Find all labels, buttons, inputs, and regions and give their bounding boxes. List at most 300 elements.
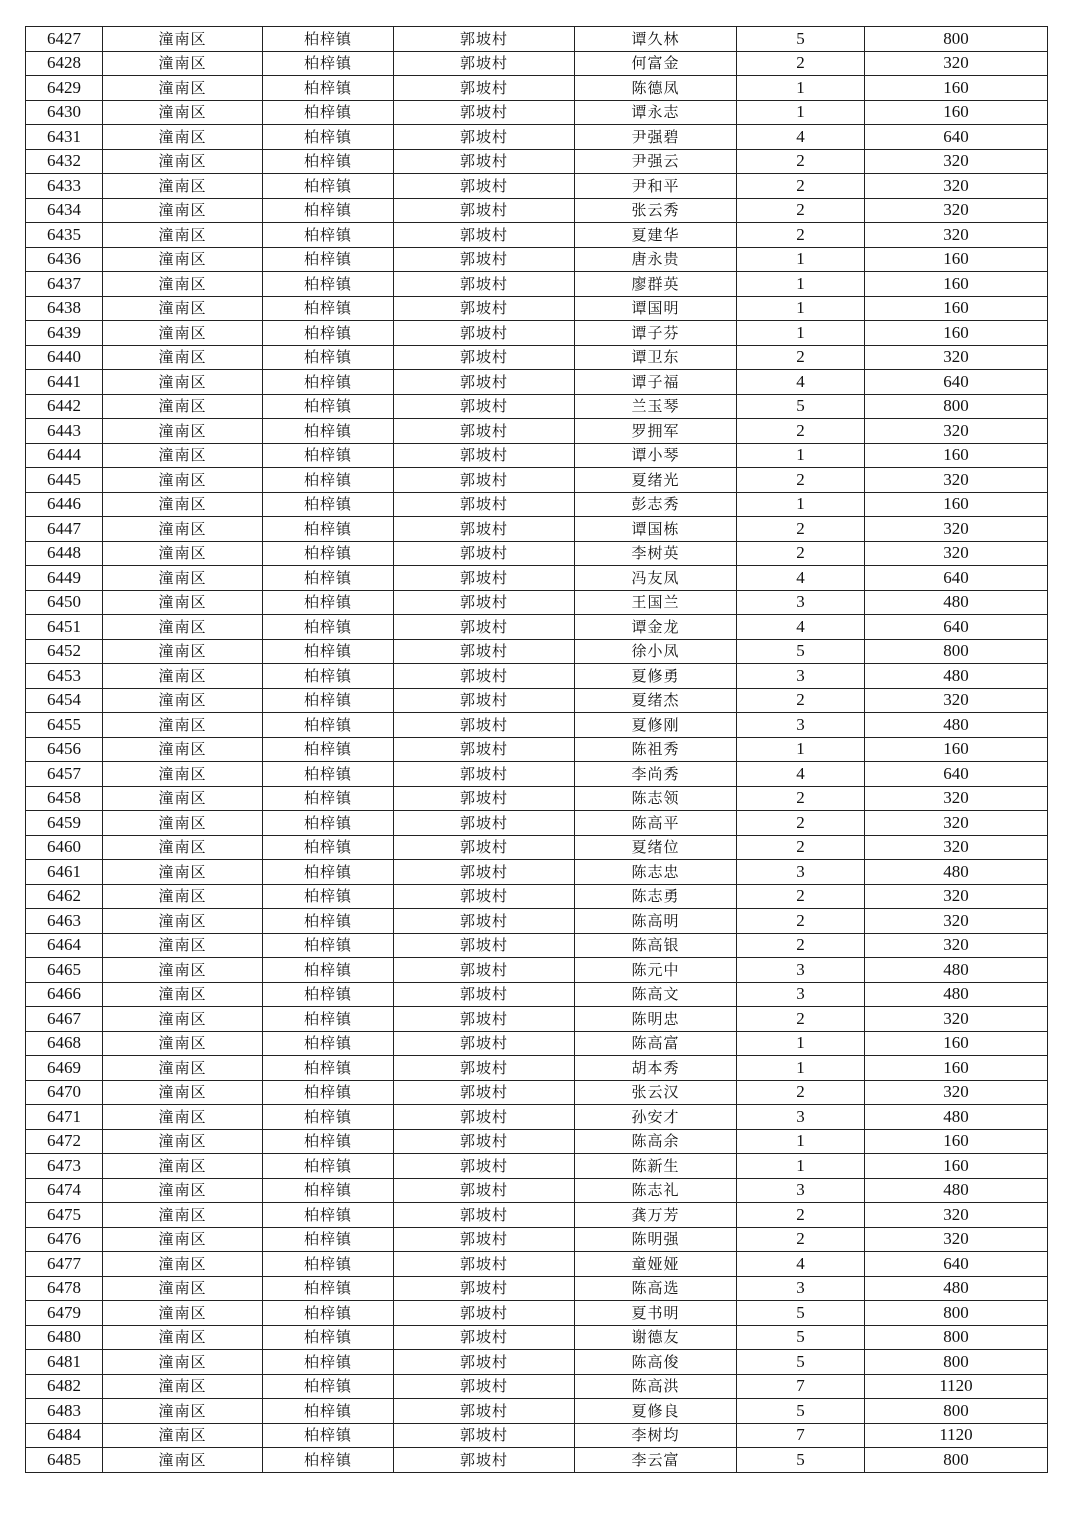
district-cell: 潼南区 (103, 1129, 263, 1154)
town-cell: 柏梓镇 (263, 247, 394, 272)
row-id-cell: 6484 (26, 1423, 103, 1448)
amount-cell: 800 (865, 394, 1048, 419)
town-cell: 柏梓镇 (263, 370, 394, 395)
district-cell: 潼南区 (103, 786, 263, 811)
village-cell: 郭坡村 (394, 1056, 575, 1081)
district-cell: 潼南区 (103, 933, 263, 958)
town-cell: 柏梓镇 (263, 1325, 394, 1350)
table-row (26, 664, 1048, 689)
town-cell: 柏梓镇 (263, 443, 394, 468)
name-cell: 陈高富 (575, 1031, 737, 1056)
table-row (26, 835, 1048, 860)
row-id-cell: 6471 (26, 1105, 103, 1130)
village-cell: 郭坡村 (394, 688, 575, 713)
district-cell: 潼南区 (103, 1252, 263, 1277)
town-cell: 柏梓镇 (263, 1350, 394, 1375)
amount-cell: 160 (865, 492, 1048, 517)
row-id-cell: 6478 (26, 1276, 103, 1301)
district-cell: 潼南区 (103, 909, 263, 934)
household-size-cell: 2 (737, 1007, 865, 1032)
village-cell: 郭坡村 (394, 1301, 575, 1326)
amount-cell: 320 (865, 884, 1048, 909)
table-row (26, 615, 1048, 640)
row-id-cell: 6477 (26, 1252, 103, 1277)
table-row (26, 272, 1048, 297)
name-cell: 夏书明 (575, 1301, 737, 1326)
name-cell: 李树均 (575, 1423, 737, 1448)
village-cell: 郭坡村 (394, 492, 575, 517)
table-row (26, 1178, 1048, 1203)
amount-cell: 800 (865, 1325, 1048, 1350)
table-row (26, 884, 1048, 909)
table-row (26, 860, 1048, 885)
amount-cell: 800 (865, 1301, 1048, 1326)
name-cell: 陈新生 (575, 1154, 737, 1179)
row-id-cell: 6446 (26, 492, 103, 517)
row-id-cell: 6427 (26, 27, 103, 52)
town-cell: 柏梓镇 (263, 541, 394, 566)
village-cell: 郭坡村 (394, 125, 575, 150)
amount-cell: 480 (865, 1276, 1048, 1301)
amount-cell: 640 (865, 762, 1048, 787)
village-cell: 郭坡村 (394, 713, 575, 738)
village-cell: 郭坡村 (394, 1031, 575, 1056)
table-row (26, 1423, 1048, 1448)
district-cell: 潼南区 (103, 247, 263, 272)
amount-cell: 1120 (865, 1423, 1048, 1448)
name-cell: 夏建华 (575, 223, 737, 248)
household-size-cell: 2 (737, 786, 865, 811)
name-cell: 冯友凤 (575, 566, 737, 591)
amount-cell: 320 (865, 811, 1048, 836)
amount-cell: 320 (865, 345, 1048, 370)
village-cell: 郭坡村 (394, 1252, 575, 1277)
amount-cell: 640 (865, 125, 1048, 150)
table-row (26, 1325, 1048, 1350)
household-size-cell: 2 (737, 223, 865, 248)
household-size-cell: 1 (737, 737, 865, 762)
amount-cell: 160 (865, 100, 1048, 125)
table-row (26, 517, 1048, 542)
household-size-cell: 2 (737, 51, 865, 76)
row-id-cell: 6431 (26, 125, 103, 150)
row-id-cell: 6436 (26, 247, 103, 272)
village-cell: 郭坡村 (394, 811, 575, 836)
town-cell: 柏梓镇 (263, 1374, 394, 1399)
row-id-cell: 6475 (26, 1203, 103, 1228)
town-cell: 柏梓镇 (263, 1056, 394, 1081)
town-cell: 柏梓镇 (263, 1080, 394, 1105)
household-size-cell: 1 (737, 443, 865, 468)
amount-cell: 480 (865, 1178, 1048, 1203)
table-row (26, 1350, 1048, 1375)
district-cell: 潼南区 (103, 639, 263, 664)
name-cell: 彭志秀 (575, 492, 737, 517)
village-cell: 郭坡村 (394, 884, 575, 909)
row-id-cell: 6449 (26, 566, 103, 591)
name-cell: 谭小琴 (575, 443, 737, 468)
village-cell: 郭坡村 (394, 296, 575, 321)
town-cell: 柏梓镇 (263, 762, 394, 787)
row-id-cell: 6485 (26, 1448, 103, 1473)
household-size-cell: 3 (737, 590, 865, 615)
name-cell: 兰玉琴 (575, 394, 737, 419)
row-id-cell: 6460 (26, 835, 103, 860)
village-cell: 郭坡村 (394, 1203, 575, 1228)
table-row (26, 1031, 1048, 1056)
table-row (26, 1227, 1048, 1252)
name-cell: 夏修勇 (575, 664, 737, 689)
village-cell: 郭坡村 (394, 786, 575, 811)
row-id-cell: 6447 (26, 517, 103, 542)
household-size-cell: 1 (737, 1129, 865, 1154)
name-cell: 何富金 (575, 51, 737, 76)
amount-cell: 320 (865, 517, 1048, 542)
district-cell: 潼南区 (103, 492, 263, 517)
town-cell: 柏梓镇 (263, 27, 394, 52)
name-cell: 谭子芬 (575, 321, 737, 346)
table-row (26, 296, 1048, 321)
amount-cell: 640 (865, 615, 1048, 640)
village-cell: 郭坡村 (394, 394, 575, 419)
household-size-cell: 3 (737, 982, 865, 1007)
town-cell: 柏梓镇 (263, 933, 394, 958)
row-id-cell: 6450 (26, 590, 103, 615)
amount-cell: 320 (865, 541, 1048, 566)
row-id-cell: 6435 (26, 223, 103, 248)
village-cell: 郭坡村 (394, 1399, 575, 1424)
district-cell: 潼南区 (103, 443, 263, 468)
district-cell: 潼南区 (103, 345, 263, 370)
table-row (26, 982, 1048, 1007)
town-cell: 柏梓镇 (263, 125, 394, 150)
household-size-cell: 1 (737, 1031, 865, 1056)
village-cell: 郭坡村 (394, 1448, 575, 1473)
village-cell: 郭坡村 (394, 566, 575, 591)
name-cell: 陈高银 (575, 933, 737, 958)
name-cell: 张云汉 (575, 1080, 737, 1105)
table-row (26, 1056, 1048, 1081)
amount-cell: 160 (865, 296, 1048, 321)
village-cell: 郭坡村 (394, 1423, 575, 1448)
amount-cell: 640 (865, 370, 1048, 395)
household-size-cell: 5 (737, 1301, 865, 1326)
row-id-cell: 6476 (26, 1227, 103, 1252)
village-cell: 郭坡村 (394, 1374, 575, 1399)
table-row (26, 933, 1048, 958)
household-size-cell: 2 (737, 419, 865, 444)
table-row (26, 1252, 1048, 1277)
district-cell: 潼南区 (103, 296, 263, 321)
amount-cell: 320 (865, 688, 1048, 713)
district-cell: 潼南区 (103, 198, 263, 223)
town-cell: 柏梓镇 (263, 100, 394, 125)
table-row (26, 247, 1048, 272)
household-size-cell: 3 (737, 1178, 865, 1203)
row-id-cell: 6481 (26, 1350, 103, 1375)
town-cell: 柏梓镇 (263, 688, 394, 713)
row-id-cell: 6445 (26, 468, 103, 493)
village-cell: 郭坡村 (394, 1350, 575, 1375)
household-size-cell: 2 (737, 541, 865, 566)
table-row (26, 345, 1048, 370)
table-row (26, 492, 1048, 517)
amount-cell: 640 (865, 1252, 1048, 1277)
amount-cell: 480 (865, 958, 1048, 983)
table-row (26, 1154, 1048, 1179)
household-size-cell: 7 (737, 1423, 865, 1448)
household-size-cell: 5 (737, 394, 865, 419)
district-cell: 潼南区 (103, 982, 263, 1007)
district-cell: 潼南区 (103, 125, 263, 150)
table-row (26, 541, 1048, 566)
district-cell: 潼南区 (103, 713, 263, 738)
row-id-cell: 6444 (26, 443, 103, 468)
household-size-cell: 2 (737, 688, 865, 713)
table-row (26, 51, 1048, 76)
data-table (25, 26, 1048, 1473)
village-cell: 郭坡村 (394, 370, 575, 395)
name-cell: 陈高俊 (575, 1350, 737, 1375)
amount-cell: 320 (865, 51, 1048, 76)
district-cell: 潼南区 (103, 1276, 263, 1301)
household-size-cell: 1 (737, 321, 865, 346)
town-cell: 柏梓镇 (263, 1399, 394, 1424)
amount-cell: 320 (865, 1080, 1048, 1105)
town-cell: 柏梓镇 (263, 615, 394, 640)
district-cell: 潼南区 (103, 1325, 263, 1350)
district-cell: 潼南区 (103, 615, 263, 640)
name-cell: 夏绪杰 (575, 688, 737, 713)
row-id-cell: 6442 (26, 394, 103, 419)
household-size-cell: 1 (737, 1056, 865, 1081)
amount-cell: 320 (865, 933, 1048, 958)
amount-cell: 320 (865, 149, 1048, 174)
name-cell: 尹和平 (575, 174, 737, 199)
household-size-cell: 5 (737, 1350, 865, 1375)
household-size-cell: 2 (737, 811, 865, 836)
table-row (26, 1105, 1048, 1130)
town-cell: 柏梓镇 (263, 321, 394, 346)
table-row (26, 321, 1048, 346)
village-cell: 郭坡村 (394, 1080, 575, 1105)
town-cell: 柏梓镇 (263, 1301, 394, 1326)
amount-cell: 320 (865, 835, 1048, 860)
village-cell: 郭坡村 (394, 1276, 575, 1301)
household-size-cell: 2 (737, 1080, 865, 1105)
row-id-cell: 6470 (26, 1080, 103, 1105)
household-size-cell: 2 (737, 1227, 865, 1252)
household-size-cell: 2 (737, 174, 865, 199)
town-cell: 柏梓镇 (263, 1227, 394, 1252)
name-cell: 谭国明 (575, 296, 737, 321)
name-cell: 童娅娅 (575, 1252, 737, 1277)
table-row (26, 1080, 1048, 1105)
village-cell: 郭坡村 (394, 835, 575, 860)
row-id-cell: 6458 (26, 786, 103, 811)
district-cell: 潼南区 (103, 860, 263, 885)
table-row (26, 468, 1048, 493)
row-id-cell: 6467 (26, 1007, 103, 1032)
household-size-cell: 1 (737, 492, 865, 517)
row-id-cell: 6483 (26, 1399, 103, 1424)
name-cell: 陈祖秀 (575, 737, 737, 762)
name-cell: 陈高明 (575, 909, 737, 934)
town-cell: 柏梓镇 (263, 1129, 394, 1154)
village-cell: 郭坡村 (394, 982, 575, 1007)
row-id-cell: 6428 (26, 51, 103, 76)
household-size-cell: 5 (737, 1325, 865, 1350)
name-cell: 李云富 (575, 1448, 737, 1473)
village-cell: 郭坡村 (394, 933, 575, 958)
table-row (26, 737, 1048, 762)
amount-cell: 320 (865, 1203, 1048, 1228)
district-cell: 潼南区 (103, 958, 263, 983)
table-row (26, 27, 1048, 52)
name-cell: 陈高余 (575, 1129, 737, 1154)
table-row (26, 1276, 1048, 1301)
village-cell: 郭坡村 (394, 27, 575, 52)
row-id-cell: 6443 (26, 419, 103, 444)
village-cell: 郭坡村 (394, 443, 575, 468)
table-row (26, 688, 1048, 713)
village-cell: 郭坡村 (394, 664, 575, 689)
table-row (26, 223, 1048, 248)
table-row (26, 1129, 1048, 1154)
table-row (26, 639, 1048, 664)
name-cell: 陈高洪 (575, 1374, 737, 1399)
amount-cell: 160 (865, 247, 1048, 272)
district-cell: 潼南区 (103, 762, 263, 787)
village-cell: 郭坡村 (394, 198, 575, 223)
village-cell: 郭坡村 (394, 51, 575, 76)
district-cell: 潼南区 (103, 688, 263, 713)
table-row (26, 909, 1048, 934)
town-cell: 柏梓镇 (263, 566, 394, 591)
household-size-cell: 2 (737, 884, 865, 909)
town-cell: 柏梓镇 (263, 76, 394, 101)
row-id-cell: 6455 (26, 713, 103, 738)
amount-cell: 320 (865, 909, 1048, 934)
district-cell: 潼南区 (103, 1227, 263, 1252)
name-cell: 唐永贵 (575, 247, 737, 272)
table-row (26, 811, 1048, 836)
village-cell: 郭坡村 (394, 590, 575, 615)
village-cell: 郭坡村 (394, 419, 575, 444)
household-size-cell: 2 (737, 909, 865, 934)
row-id-cell: 6434 (26, 198, 103, 223)
town-cell: 柏梓镇 (263, 1178, 394, 1203)
name-cell: 陈元中 (575, 958, 737, 983)
table-row (26, 100, 1048, 125)
name-cell: 李尚秀 (575, 762, 737, 787)
name-cell: 谭卫东 (575, 345, 737, 370)
village-cell: 郭坡村 (394, 76, 575, 101)
district-cell: 潼南区 (103, 394, 263, 419)
village-cell: 郭坡村 (394, 1105, 575, 1130)
village-cell: 郭坡村 (394, 174, 575, 199)
household-size-cell: 4 (737, 1252, 865, 1277)
town-cell: 柏梓镇 (263, 590, 394, 615)
village-cell: 郭坡村 (394, 247, 575, 272)
town-cell: 柏梓镇 (263, 811, 394, 836)
name-cell: 孙安才 (575, 1105, 737, 1130)
row-id-cell: 6463 (26, 909, 103, 934)
district-cell: 潼南区 (103, 51, 263, 76)
name-cell: 夏绪位 (575, 835, 737, 860)
amount-cell: 640 (865, 566, 1048, 591)
table-row (26, 762, 1048, 787)
row-id-cell: 6430 (26, 100, 103, 125)
village-cell: 郭坡村 (394, 1325, 575, 1350)
amount-cell: 320 (865, 1227, 1048, 1252)
table-row (26, 125, 1048, 150)
table-row (26, 370, 1048, 395)
name-cell: 陈高文 (575, 982, 737, 1007)
village-cell: 郭坡村 (394, 541, 575, 566)
table-row (26, 443, 1048, 468)
district-cell: 潼南区 (103, 76, 263, 101)
town-cell: 柏梓镇 (263, 394, 394, 419)
village-cell: 郭坡村 (394, 909, 575, 934)
amount-cell: 320 (865, 223, 1048, 248)
amount-cell: 480 (865, 713, 1048, 738)
village-cell: 郭坡村 (394, 860, 575, 885)
table-row (26, 958, 1048, 983)
amount-cell: 800 (865, 1399, 1048, 1424)
amount-cell: 160 (865, 737, 1048, 762)
district-cell: 潼南区 (103, 1007, 263, 1032)
town-cell: 柏梓镇 (263, 1031, 394, 1056)
town-cell: 柏梓镇 (263, 272, 394, 297)
village-cell: 郭坡村 (394, 615, 575, 640)
household-size-cell: 2 (737, 835, 865, 860)
town-cell: 柏梓镇 (263, 1276, 394, 1301)
town-cell: 柏梓镇 (263, 174, 394, 199)
town-cell: 柏梓镇 (263, 1448, 394, 1473)
name-cell: 陈志忠 (575, 860, 737, 885)
amount-cell: 800 (865, 1350, 1048, 1375)
household-size-cell: 3 (737, 958, 865, 983)
district-cell: 潼南区 (103, 1178, 263, 1203)
village-cell: 郭坡村 (394, 345, 575, 370)
name-cell: 陈志勇 (575, 884, 737, 909)
district-cell: 潼南区 (103, 1154, 263, 1179)
amount-cell: 800 (865, 27, 1048, 52)
village-cell: 郭坡村 (394, 1178, 575, 1203)
row-id-cell: 6441 (26, 370, 103, 395)
row-id-cell: 6451 (26, 615, 103, 640)
household-size-cell: 2 (737, 1203, 865, 1228)
town-cell: 柏梓镇 (263, 1423, 394, 1448)
name-cell: 李树英 (575, 541, 737, 566)
village-cell: 郭坡村 (394, 639, 575, 664)
amount-cell: 800 (865, 639, 1048, 664)
amount-cell: 320 (865, 174, 1048, 199)
table-row (26, 149, 1048, 174)
district-cell: 潼南区 (103, 272, 263, 297)
town-cell: 柏梓镇 (263, 909, 394, 934)
household-size-cell: 3 (737, 1105, 865, 1130)
town-cell: 柏梓镇 (263, 1105, 394, 1130)
district-cell: 潼南区 (103, 149, 263, 174)
row-id-cell: 6448 (26, 541, 103, 566)
name-cell: 谭永志 (575, 100, 737, 125)
table-row (26, 174, 1048, 199)
table-row (26, 394, 1048, 419)
household-size-cell: 2 (737, 198, 865, 223)
amount-cell: 160 (865, 1056, 1048, 1081)
